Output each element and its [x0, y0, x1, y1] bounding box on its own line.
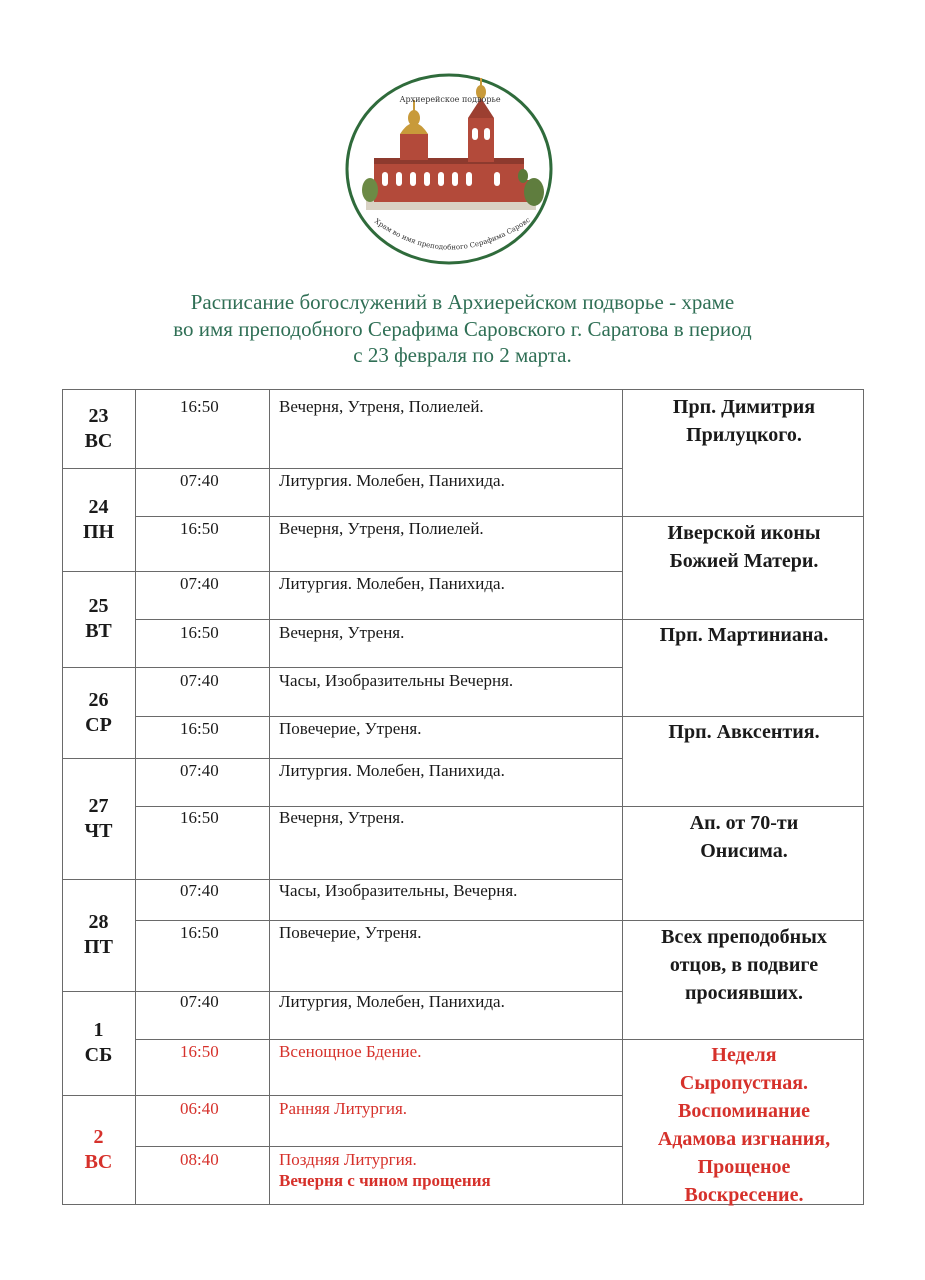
service-name: Часы, Изобразительны Вечерня.: [279, 671, 514, 690]
day-cell: [62, 571, 135, 667]
service-name-line: Поздняя Литургия.: [279, 1150, 417, 1169]
feast-line: Прп. Димитрия: [672, 396, 816, 418]
day-of-week: ЧТ: [84, 819, 113, 842]
church-emblem-icon: [344, 72, 554, 267]
day-of-week: ПТ: [84, 936, 113, 958]
feast-cell: [624, 621, 864, 649]
feast-line: Неделя: [711, 1044, 777, 1066]
service-separator: [135, 920, 623, 921]
day-separator: [62, 879, 623, 880]
service-name: Вечерня, Утреня.: [279, 623, 405, 642]
service-separator: [135, 619, 623, 620]
day-cell: [62, 991, 135, 1095]
day-separator: [62, 571, 623, 572]
logo-bottom-text: Храм во имя преподобного Серафима Саровс: [372, 216, 532, 252]
service-name: Вечерня, Утреня, Полиелей.: [279, 397, 484, 416]
day-number: 23: [88, 404, 109, 427]
feast-line: отцов, в подвиге: [669, 954, 819, 976]
column-divider-day: [135, 389, 136, 1205]
title-line-2: во имя преподобного Серафима Саровского г. Саратова в период: [173, 316, 752, 341]
service-separator: [135, 1146, 623, 1147]
feast-cell: [624, 393, 864, 449]
feast-separator: [622, 806, 864, 807]
column-divider-service: [622, 389, 623, 1205]
feast-line: Прилуцкого.: [686, 424, 802, 446]
service-separator: [135, 1039, 623, 1040]
service-name: Всенощное Бдение.: [279, 1042, 422, 1061]
service-time: 16:50: [180, 719, 219, 738]
feast-separator: [622, 716, 864, 717]
day-separator: [62, 468, 623, 469]
feast-line: просиявших.: [684, 982, 804, 1004]
service-time: 16:50: [180, 519, 219, 538]
day-of-week: СБ: [84, 1044, 113, 1066]
feast-line: Воспоминание: [678, 1100, 810, 1122]
feast-separator: [622, 619, 864, 620]
service-name: Литургия. Молебен, Панихида.: [279, 761, 505, 780]
service-time: 07:40: [180, 671, 219, 690]
service-separator: [135, 806, 623, 807]
day-number: 2: [93, 1126, 104, 1148]
feast-line: Иверской иконы: [667, 522, 821, 544]
feast-line: Божией Матери.: [669, 550, 819, 572]
day-cell: [62, 667, 135, 758]
service-time: 16:50: [180, 1042, 219, 1061]
church-logo: [344, 72, 554, 267]
feast-cell: [624, 519, 864, 575]
service-time: 16:50: [180, 623, 219, 642]
title-line-3: с 23 февраля по 2 марта.: [353, 343, 572, 367]
column-divider-time: [269, 389, 270, 1205]
day-separator: [62, 667, 623, 668]
logo-top-text: Архиерейское подворье: [399, 95, 501, 104]
day-number: 1: [93, 1019, 104, 1041]
service-name: Литургия. Молебен, Панихида.: [279, 471, 505, 490]
title-line-1: Расписание богослужений в Архиерейском подворье - храме: [190, 290, 735, 314]
feast-separator: [622, 516, 864, 517]
day-of-week: ПН: [82, 520, 115, 543]
service-time: 07:40: [180, 471, 219, 490]
day-number: 28: [88, 911, 109, 933]
service-time: 06:40: [180, 1099, 219, 1118]
service-name: Повечерие, Утреня.: [279, 923, 422, 942]
day-number: 25: [88, 595, 109, 617]
service-name-bold-line: Вечерня с чином прощения: [279, 1171, 491, 1190]
day-cell: [62, 468, 135, 571]
feast-line: Адамова изгнания,: [657, 1128, 831, 1150]
service-name: Ранняя Литургия.: [279, 1099, 408, 1118]
day-of-week: ВТ: [85, 620, 112, 642]
feast-cell: [624, 809, 864, 865]
service-name: Вечерня, Утреня.: [279, 808, 405, 827]
feast-line: Всех преподобных: [661, 926, 827, 948]
day-separator: [62, 1095, 623, 1096]
table-border-top: [62, 389, 864, 390]
service-name: Часы, Изобразительны, Вечерня.: [279, 881, 518, 900]
feast-separator: [622, 1039, 864, 1040]
day-separator: [62, 758, 623, 759]
day-cell: [62, 389, 135, 468]
day-cell: [62, 1095, 135, 1205]
feast-line: Воскресение.: [684, 1184, 804, 1206]
feast-cell: [624, 718, 864, 746]
schedule-title: [0, 289, 925, 369]
day-of-week: ВС: [84, 429, 113, 452]
service-time: 08:40: [180, 1150, 219, 1169]
feast-cell: [624, 1041, 864, 1209]
feast-line: Прощеное: [697, 1156, 791, 1178]
day-number: 24: [88, 495, 109, 518]
service-time: 16:50: [180, 397, 219, 416]
feast-line: Сыропустная.: [679, 1072, 809, 1094]
day-cell: [62, 879, 135, 991]
day-number: 26: [88, 688, 109, 711]
service-time: 07:40: [180, 992, 219, 1011]
feast-separator: [622, 920, 864, 921]
feast-line: Прп. Мартиниана.: [659, 624, 829, 646]
service-time: 07:40: [180, 761, 219, 780]
service-name: Повечерие, Утреня.: [279, 719, 422, 738]
service-separator: [135, 716, 623, 717]
feast-cell: [624, 923, 864, 1007]
service-time: 07:40: [180, 574, 219, 593]
feast-line: Ап. от 70-ти: [689, 812, 799, 834]
day-of-week: СР: [85, 713, 112, 736]
service-name: Вечерня, Утреня, Полиелей.: [279, 519, 484, 538]
service-separator: [135, 516, 623, 517]
service-name: Литургия. Молебен, Панихида.: [279, 574, 505, 593]
feast-line: Прп. Авксентия.: [668, 721, 820, 743]
schedule-table: [62, 389, 864, 1205]
day-cell: [62, 758, 135, 879]
service-time: 16:50: [180, 808, 219, 827]
service-name: Литургия, Молебен, Панихида.: [279, 992, 505, 1011]
day-number: 27: [88, 794, 109, 817]
service-time: 16:50: [180, 923, 219, 942]
day-of-week: ВС: [84, 1151, 113, 1173]
service-name: [279, 1150, 491, 1192]
feast-line: Онисима.: [700, 840, 788, 862]
service-time: 07:40: [180, 881, 219, 900]
